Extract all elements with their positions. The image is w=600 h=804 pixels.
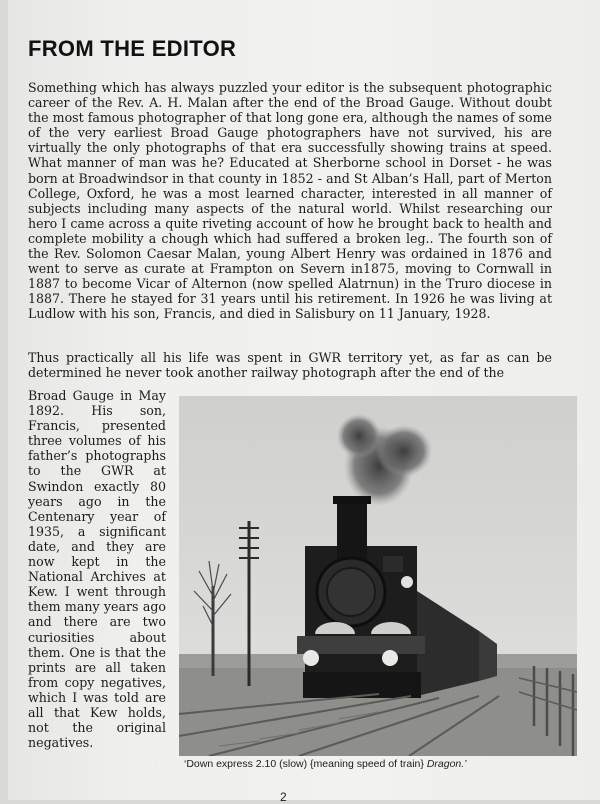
page-number: 2 [280,790,287,804]
page-title: FROM THE EDITOR [28,36,237,61]
body-paragraph-2-lead: Thus practically all his life was spent in GWR territory yet, as far as can be determined he never took another railway photograph after the end of the [28,350,552,381]
locomotive-photograph [179,396,577,756]
caption-main-text: ‘Down express 2.10 (slow) {meaning speed of train} [184,758,427,770]
body-paragraph-1: Something which has always puzzled your editor is the subsequent photographic career of the Rev. A. H. Malan after the end of the Broad Gauge. Without doubt the most famous photographer of that long gone era, although the names of some of the very earliest Broad Gauge photographers have not survived, his are virtually the only photographs of that era successfully showing trains at speed. What manner of man was he? Educated at Sherborne school in Dorset - he was born at Broadwindsor in that county in 1852 - and St Alban’s Hall, part of Merton College, Oxford, he was a most learned character, interested in all manner of subjects including many aspects of the natural world. Whilst researching our hero I came across a quite riveting account of how he brought back to health and complete mobility a chough which had suffered a broken leg.. The fourth son of the Rev. Solomon Caesar Malan, young Albert Henry was ordained in 1876 and went to serve as curate at Frampton on Severn in1875, moving to Cornwall in 1887 to become Vicar of Alternon (now spelled Alatrnun) in the Truro diocese in 1887. There he stayed for 31 years until his retirement. In 1926 he was living at Ludlow with his son, Francis, and died in Salisbury on 11 January, 1928. [28,80,552,322]
caption-italic-text: Dragon.’ [426,758,467,770]
body-paragraph-2-column: Broad Gauge in May 1892. His son, Francis, presented three volumes of his father’s photographs to the GWR at Swindon exactly 80 years ago in the Centenary year of 1935, a significant date, and they are now kept in the National Archives at Kew. I went through them many years ago and there are two curiosities about them. One is that the prints are all taken from copy negatives, which I was told are all that Kew holds, not the original negatives. [28,388,166,751]
photo-caption [184,758,579,770]
